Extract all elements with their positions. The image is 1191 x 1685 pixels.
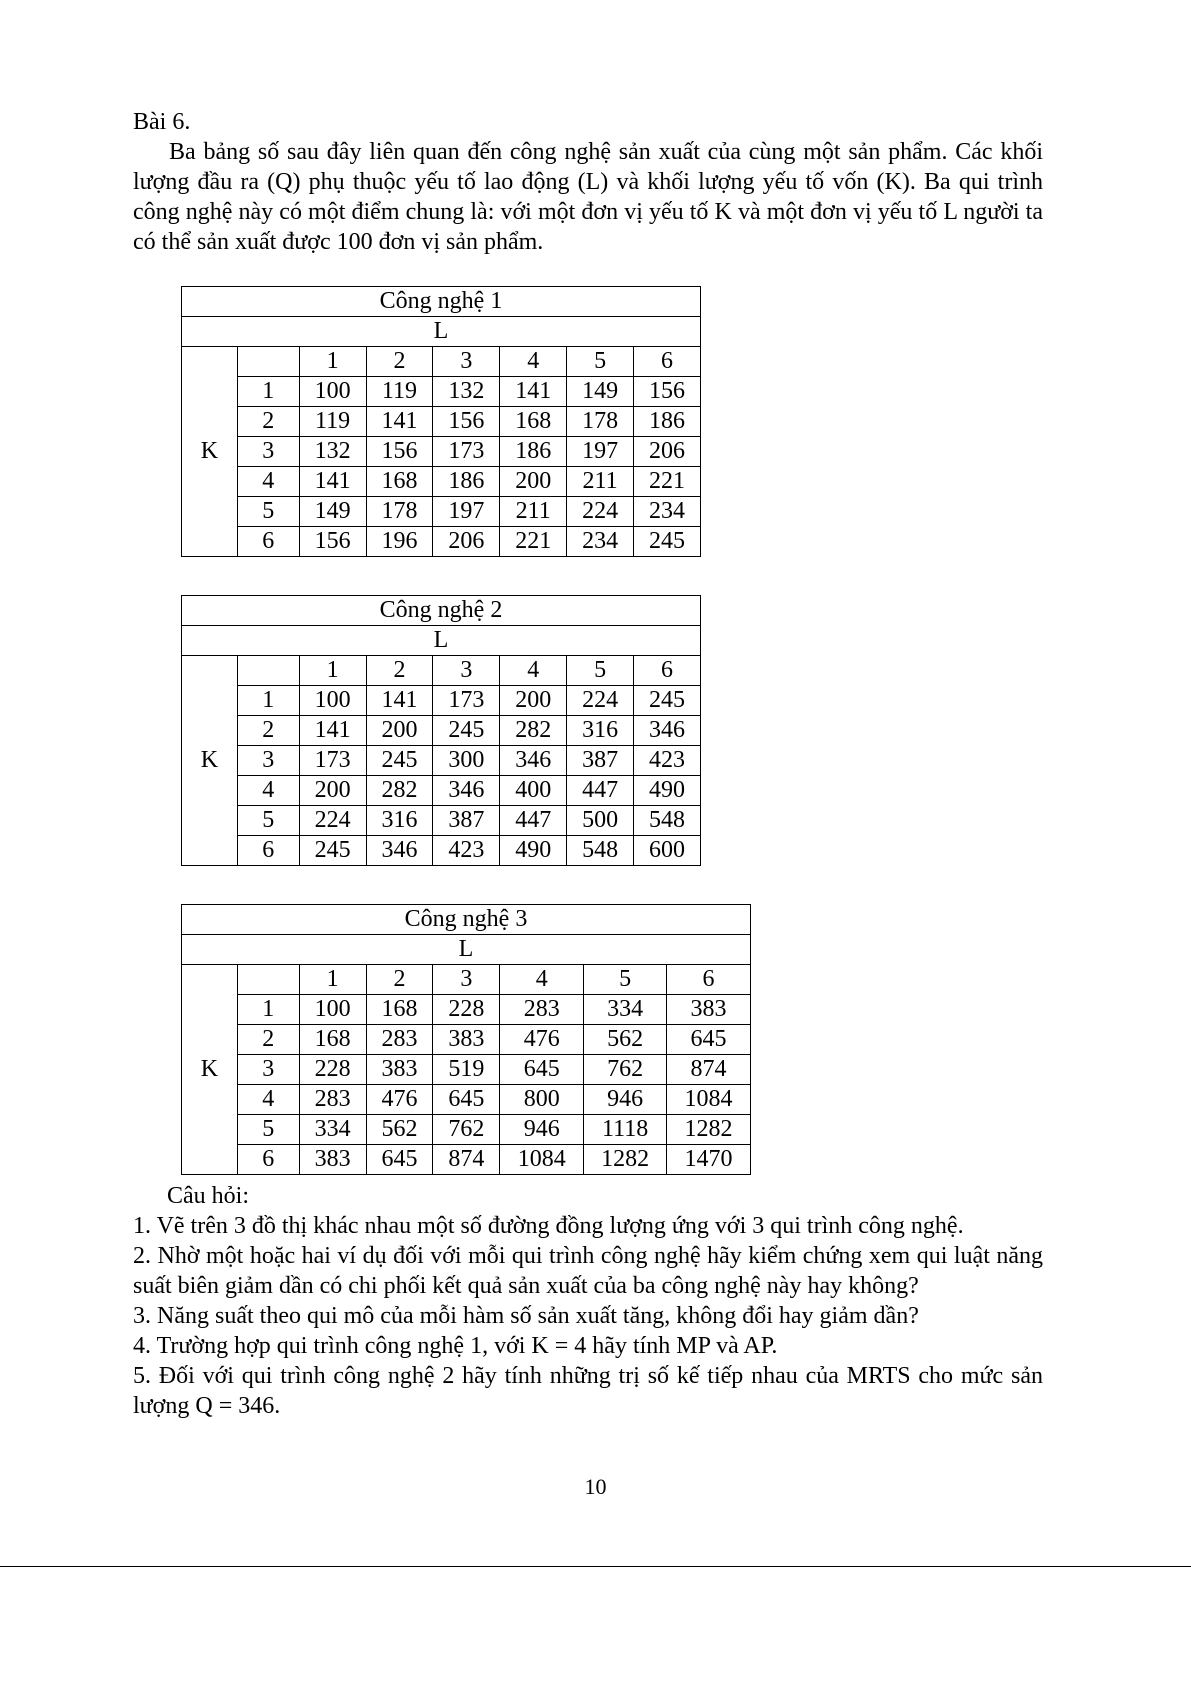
table-cell: 490: [500, 836, 567, 866]
table-row: [182, 746, 701, 776]
table-cell: 548: [634, 806, 701, 836]
table-cell: 245: [634, 686, 701, 716]
table-row: [182, 1085, 751, 1115]
row-axis-label: K: [182, 965, 238, 1175]
question-1: 1. Vẽ trên 3 đồ thị khác nhau một số đường đồng lượng ứng với 3 qui trình công nghệ.: [133, 1213, 964, 1239]
row-header: 2: [237, 1025, 299, 1055]
table-cell: 178: [366, 497, 433, 527]
col-axis-label: L: [182, 317, 701, 347]
table-row: [182, 1115, 751, 1145]
table-cell: 447: [500, 806, 567, 836]
table-cell: 562: [584, 1025, 667, 1055]
table-cell: 168: [299, 1025, 366, 1055]
row-header: 5: [237, 1115, 299, 1145]
row-header: 1: [237, 686, 299, 716]
questions-section: [133, 1181, 1043, 1421]
table-row: [182, 806, 701, 836]
intro-paragraph: Ba bảng số sau đây liên quan đến công nghệ sản xuất của cùng một sản phẩm. Các khối lượng đầu ra (Q) phụ thuộc yếu tố lao động (L) và khối lượng yếu tố vốn (K). Ba qui trình công nghệ này có một điểm chung là: với một đơn vị yếu tố K và một đơn vị yếu tố L người ta có thể sản xuất được 100 đơn vị sản phẩm.: [133, 139, 1043, 255]
table-cell: 186: [500, 437, 567, 467]
table-cell: 221: [634, 467, 701, 497]
table-cell: 200: [500, 686, 567, 716]
table-cell: 200: [366, 716, 433, 746]
col-header: 3: [433, 656, 500, 686]
table-cell: 224: [299, 806, 366, 836]
table-cell: 1084: [500, 1145, 584, 1175]
corner-cell: [237, 965, 299, 995]
title-row: [182, 905, 751, 935]
table-title: Công nghệ 3: [182, 905, 751, 935]
table-row: [182, 776, 701, 806]
table-cell: 228: [433, 995, 500, 1025]
table-cell: 221: [500, 527, 567, 557]
row-header: 2: [237, 407, 299, 437]
table-row: [182, 836, 701, 866]
table-cell: 476: [500, 1025, 584, 1055]
table-cell: 178: [567, 407, 634, 437]
table-cell: 245: [433, 716, 500, 746]
table-cell: 283: [500, 995, 584, 1025]
table-cell: 168: [500, 407, 567, 437]
table-cell: 141: [366, 407, 433, 437]
table-cell: 197: [433, 497, 500, 527]
footer-divider: [0, 1566, 1191, 1567]
table-cell: 282: [366, 776, 433, 806]
col-header: 3: [433, 347, 500, 377]
table-cell: 762: [584, 1055, 667, 1085]
table-cell: 141: [299, 716, 366, 746]
col-header: 2: [366, 965, 433, 995]
table-cell: 874: [667, 1055, 751, 1085]
col-header: 4: [500, 656, 567, 686]
table-cell: 946: [500, 1115, 584, 1145]
page-number: 10: [584, 1474, 607, 1499]
table-row: [182, 407, 701, 437]
row-header: 6: [237, 836, 299, 866]
table-row: [182, 527, 701, 557]
table-cell: 100: [299, 686, 366, 716]
row-header: 6: [237, 527, 299, 557]
col-header: 6: [634, 656, 701, 686]
header-row: [182, 347, 701, 377]
table-cell: 346: [366, 836, 433, 866]
table-cell: 100: [299, 377, 366, 407]
table-cell: 211: [567, 467, 634, 497]
table-row: [182, 437, 701, 467]
table-row: [182, 716, 701, 746]
row-axis-label: K: [182, 347, 238, 557]
table-row: [182, 1145, 751, 1175]
table-row: [182, 995, 751, 1025]
table-row: [182, 467, 701, 497]
table-cell: 200: [299, 776, 366, 806]
col-header: 6: [667, 965, 751, 995]
table-cell: 224: [567, 686, 634, 716]
table-row: [182, 686, 701, 716]
table-cell: 168: [366, 467, 433, 497]
table-cell: 400: [500, 776, 567, 806]
table-title: Công nghệ 1: [182, 287, 701, 317]
table-cell: 316: [366, 806, 433, 836]
table-cell: 156: [366, 437, 433, 467]
table-cell: 1282: [667, 1115, 751, 1145]
col-axis-label: L: [182, 626, 701, 656]
corner-cell: [237, 656, 299, 686]
col-header: 3: [433, 965, 500, 995]
table-cell: 476: [366, 1085, 433, 1115]
col-header: 2: [366, 656, 433, 686]
table-cell: 282: [500, 716, 567, 746]
table-cell: 132: [299, 437, 366, 467]
table-cell: 645: [433, 1085, 500, 1115]
row-axis-label: K: [182, 656, 238, 866]
table-cell: 173: [433, 437, 500, 467]
table-cell: 423: [634, 746, 701, 776]
table-cell: 800: [500, 1085, 584, 1115]
col-axis-row: [182, 626, 701, 656]
question-4: 4. Trường hợp qui trình công nghệ 1, với K = 4 hãy tính MP và AP.: [133, 1333, 778, 1359]
question-2: 2. Nhờ một hoặc hai ví dụ đối với mỗi qui trình công nghệ hãy kiểm chứng xem qui luật năng suất biên giảm dần có chi phối kết quả sản xuất của ba công nghệ này hay không?: [133, 1243, 1043, 1299]
question-5: 5. Đối với qui trình công nghệ 2 hãy tính những trị số kế tiếp nhau của MRTS cho mức sản lượng Q = 346.: [133, 1363, 1043, 1419]
table-cell: 234: [634, 497, 701, 527]
table-cell: 383: [366, 1055, 433, 1085]
table-cell: 234: [567, 527, 634, 557]
table-cell: 206: [634, 437, 701, 467]
table-cell: 168: [366, 995, 433, 1025]
table-cell: 224: [567, 497, 634, 527]
table-cell: 334: [584, 995, 667, 1025]
table-cell: 300: [433, 746, 500, 776]
corner-cell: [237, 347, 299, 377]
table-cell: 1084: [667, 1085, 751, 1115]
table-cell: 334: [299, 1115, 366, 1145]
exercise-title: Bài 6.: [133, 109, 191, 135]
table-cell: 196: [366, 527, 433, 557]
table-cell: 197: [567, 437, 634, 467]
row-header: 3: [237, 1055, 299, 1085]
table-cell: 141: [366, 686, 433, 716]
row-header: 5: [237, 497, 299, 527]
table-cell: 645: [500, 1055, 584, 1085]
row-header: 2: [237, 716, 299, 746]
col-header: 1: [299, 965, 366, 995]
table-cell: 874: [433, 1145, 500, 1175]
table-cell: 119: [366, 377, 433, 407]
table-cell: 383: [667, 995, 751, 1025]
col-header: 1: [299, 656, 366, 686]
table-cell: 211: [500, 497, 567, 527]
col-axis-row: [182, 935, 751, 965]
col-header: 2: [366, 347, 433, 377]
table-cell: 149: [299, 497, 366, 527]
table-cell: 946: [584, 1085, 667, 1115]
table-cell: 346: [433, 776, 500, 806]
col-header: 6: [634, 347, 701, 377]
header-row: [182, 656, 701, 686]
technology-3-table: [181, 904, 751, 1175]
technology-1-table: [181, 286, 701, 557]
title-row: [182, 287, 701, 317]
technology-2-table: [181, 595, 701, 866]
table-cell: 141: [299, 467, 366, 497]
table-cell: 383: [299, 1145, 366, 1175]
table-cell: 186: [634, 407, 701, 437]
table-cell: 387: [567, 746, 634, 776]
table-cell: 316: [567, 716, 634, 746]
table-cell: 119: [299, 407, 366, 437]
table-cell: 519: [433, 1055, 500, 1085]
table-cell: 149: [567, 377, 634, 407]
table-cell: 200: [500, 467, 567, 497]
table-cell: 762: [433, 1115, 500, 1145]
table-cell: 245: [299, 836, 366, 866]
table-cell: 1470: [667, 1145, 751, 1175]
table-cell: 562: [366, 1115, 433, 1145]
col-header: 4: [500, 965, 584, 995]
table-row: [182, 377, 701, 407]
row-header: 3: [237, 437, 299, 467]
table-cell: 206: [433, 527, 500, 557]
col-header: 5: [584, 965, 667, 995]
questions-heading: Câu hỏi:: [167, 1183, 249, 1209]
table-cell: 283: [366, 1025, 433, 1055]
table-cell: 186: [433, 467, 500, 497]
row-header: 4: [237, 467, 299, 497]
col-header: 5: [567, 656, 634, 686]
row-header: 1: [237, 377, 299, 407]
table-cell: 100: [299, 995, 366, 1025]
header-row: [182, 965, 751, 995]
table-cell: 645: [366, 1145, 433, 1175]
table-cell: 346: [634, 716, 701, 746]
col-header: 5: [567, 347, 634, 377]
table-cell: 156: [433, 407, 500, 437]
row-header: 5: [237, 806, 299, 836]
table-cell: 645: [667, 1025, 751, 1055]
table-cell: 156: [299, 527, 366, 557]
table-cell: 1282: [584, 1145, 667, 1175]
table-cell: 490: [634, 776, 701, 806]
table-cell: 245: [634, 527, 701, 557]
row-header: 4: [237, 1085, 299, 1115]
table-cell: 500: [567, 806, 634, 836]
row-header: 3: [237, 746, 299, 776]
table-cell: 346: [500, 746, 567, 776]
table-cell: 245: [366, 746, 433, 776]
table-cell: 228: [299, 1055, 366, 1085]
table-row: [182, 1055, 751, 1085]
table-cell: 423: [433, 836, 500, 866]
table-cell: 173: [433, 686, 500, 716]
table-cell: 283: [299, 1085, 366, 1115]
row-header: 4: [237, 776, 299, 806]
table-cell: 173: [299, 746, 366, 776]
row-header: 1: [237, 995, 299, 1025]
table-cell: 141: [500, 377, 567, 407]
col-axis-row: [182, 317, 701, 347]
col-axis-label: L: [182, 935, 751, 965]
table-cell: 132: [433, 377, 500, 407]
col-header: 1: [299, 347, 366, 377]
row-header: 6: [237, 1145, 299, 1175]
table-cell: 387: [433, 806, 500, 836]
title-row: [182, 596, 701, 626]
table-cell: 383: [433, 1025, 500, 1055]
table-cell: 447: [567, 776, 634, 806]
table-cell: 548: [567, 836, 634, 866]
table-row: [182, 497, 701, 527]
table-row: [182, 1025, 751, 1055]
table-cell: 600: [634, 836, 701, 866]
col-header: 4: [500, 347, 567, 377]
table-cell: 1118: [584, 1115, 667, 1145]
table-title: Công nghệ 2: [182, 596, 701, 626]
question-3: 3. Năng suất theo qui mô của mỗi hàm số sản xuất tăng, không đổi hay giảm dần?: [133, 1303, 919, 1329]
table-cell: 156: [634, 377, 701, 407]
